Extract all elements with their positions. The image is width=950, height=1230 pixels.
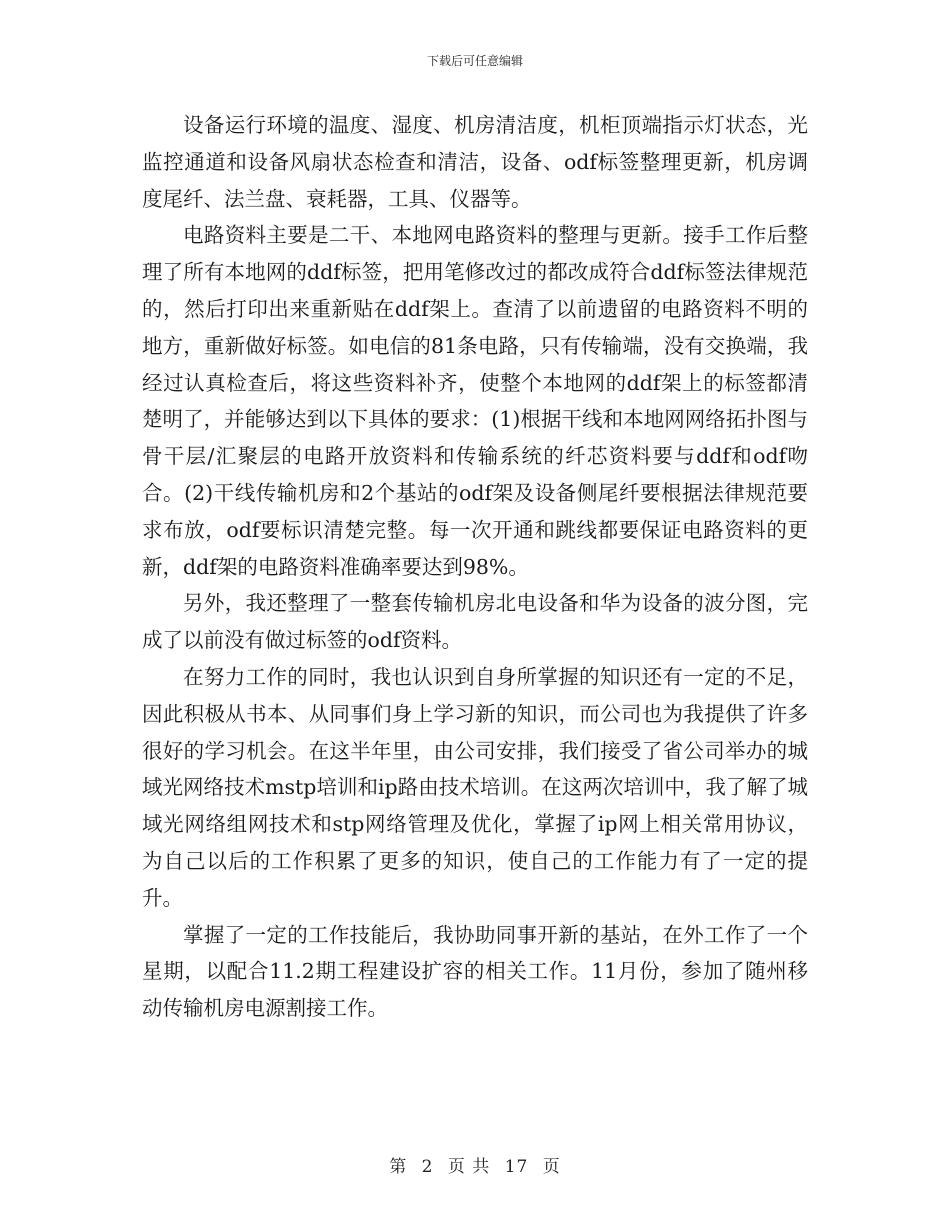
page-footer <box>0 1152 950 1177</box>
footer-total-pages: 17 <box>504 1157 529 1177</box>
footer-prefix: 第 <box>389 1157 408 1177</box>
paragraph-5: 掌握了一定的工作技能后，我协助同事开新的基站，在外工作了一个星期，以配合11.2期工程建设扩容的相关工作。11月份，参加了随州移动传输机房电源割接工作。 <box>142 922 808 1021</box>
document-body <box>142 107 808 1027</box>
paragraph-1: 设备运行环境的温度、湿度、机房清洁度，机柜顶端指示灯状态，光监控通道和设备风扇状态检查和清洁，设备、odf标签整理更新，机房调度尾纤、法兰盘、衰耗器，工具、仪器等。 <box>142 113 808 211</box>
paragraph-2: 电路资料主要是二干、本地网电路资料的整理与更新。接手工作后整理了所有本地网的ddf标签，把用笔修改过的都改成符合ddf标签法律规范的，然后打印出来重新贴在ddf架上。查清了以前遗留的电路资料不明的地方，重新做好标签。如电信的81条电路，只有传输端，没有交换端，我经过认真检查后，将这些资料补齐，使整个本地网的ddf架上的标签都清楚明了，并能够达到以下具体的要求：(1)根据干线和本地网网络拓扑图与骨干层/汇聚层的电路开放资料和传输系统的纤芯资料要与ddf和odf吻合。(2)干线传输机房和2个基站的odf架及设备侧尾纤要根据法律规范要求布放，odf要标识清楚完整。每一次开通和跳线都要保证电路资料的更新，ddf架的电路资料准确率要达到98%。 <box>142 223 808 579</box>
footer-middle: 页 共 <box>447 1157 491 1177</box>
paragraph-4: 在努力工作的同时，我也认识到自身所掌握的知识还有一定的不足，因此积极从书本、从同事们身上学习新的知识，而公司也为我提供了许多很好的学习机会。在这半年里，由公司安排，我们接受了省公司举办的城域光网络技术mstp培训和ip路由技术培训。在这两次培训中，我了解了城域光网络组网技术和stp网络管理及优化，掌握了ip网上相关常用协议，为自己以后的工作积累了更多的知识，使自己的工作能力有了一定的提升。 <box>142 664 808 910</box>
footer-page-number: 2 <box>421 1157 434 1177</box>
footer-suffix: 页 <box>542 1157 561 1177</box>
paragraph-3: 另外，我还整理了一整套传输机房北电设备和华为设备的波分图，完成了以前没有做过标签的odf资料。 <box>142 591 808 653</box>
page-header: 下载后可任意编辑 <box>426 54 523 68</box>
